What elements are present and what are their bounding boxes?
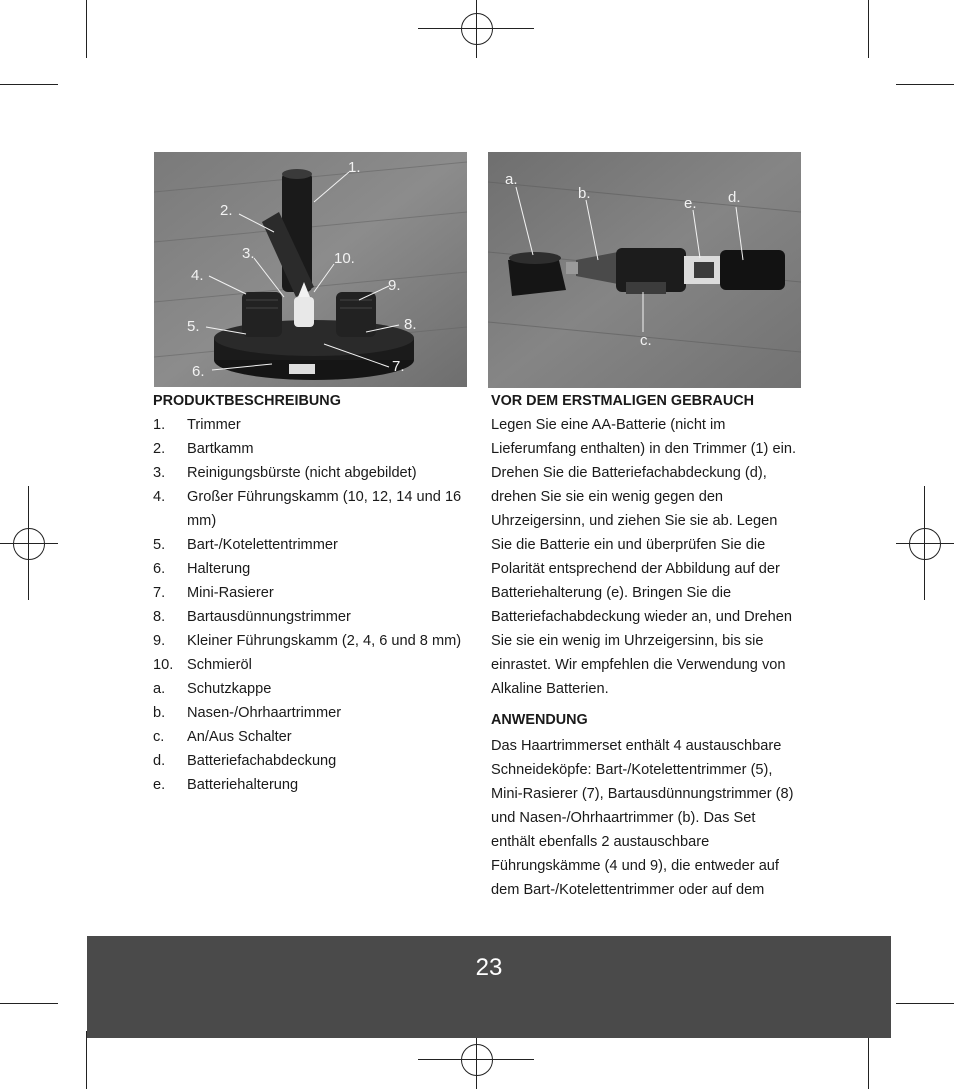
list-item [153,653,463,677]
list-item [153,773,463,797]
photo-label: 10. [334,250,355,267]
list-item [153,557,463,581]
item-number: 8. [153,609,166,625]
item-text: Trimmer [187,417,241,433]
item-number: 4. [153,489,166,505]
item-text: Reinigungsbürste (nicht abgebildet) [187,465,417,481]
page-number: 23 [475,954,503,981]
instructions-section [491,389,801,902]
crop-mark [868,0,869,58]
photo-label: 9. [388,277,401,294]
photo-label: b. [578,185,591,202]
product-photo-parts [488,152,801,388]
item-text: Batteriefachabdeckung [187,753,337,769]
item-number: 7. [153,585,166,601]
item-number: 2. [153,441,166,457]
parts-list [153,413,463,797]
list-item [153,701,463,725]
item-text: Großer Führungskamm (10, 12, 14 und 16 mm) [187,489,462,529]
photo-label: d. [728,189,741,206]
photo-label: 2. [220,202,233,219]
item-number: 9. [153,633,166,649]
photo-label: 7. [392,358,405,375]
list-item [153,437,463,461]
item-number: b. [153,705,166,721]
crop-mark [0,84,58,85]
item-text: Nasen-/Ohrhaartrimmer [187,705,342,721]
item-text: Schutzkappe [187,681,272,697]
item-number: 3. [153,465,166,481]
section-heading: VOR DEM ERSTMALIGEN GEBRAUCH [491,393,755,409]
item-number: 1. [153,417,166,433]
photo-label: 4. [191,267,204,284]
item-number: c. [153,729,165,745]
item-number: e. [153,777,166,793]
list-item [153,605,463,629]
item-text: Schmieröl [187,657,252,673]
list-item [153,725,463,749]
product-photo-set [154,152,467,387]
list-item [153,533,463,557]
photo-label: 6. [192,363,205,380]
photo-label: c. [640,332,652,349]
item-text: Mini-Rasierer [187,585,274,601]
crop-mark [896,1003,954,1004]
list-item [153,581,463,605]
item-number: 10. [153,657,174,673]
item-text: Batteriehalterung [187,777,299,793]
photo-label: e. [684,195,697,212]
item-text: Bart-/Kotelettentrimmer [187,537,338,553]
photo-label: 5. [187,318,200,335]
crop-mark [86,0,87,58]
list-item [153,629,463,653]
list-item [153,749,463,773]
crop-mark [896,84,954,85]
list-item [153,677,463,701]
photo-label: 3. [242,245,255,262]
crop-mark [868,1031,869,1089]
item-text: Bartkamm [187,441,254,457]
list-item [153,413,463,437]
crop-mark [0,1003,58,1004]
section-heading: ANWENDUNG [491,712,588,728]
product-description-section [153,389,463,797]
crop-mark [86,1031,87,1089]
photo-label: 8. [404,316,417,333]
photo-label: 1. [348,159,361,176]
list-item [153,485,463,533]
list-item [153,461,463,485]
page-footer [87,936,891,1038]
item-text: Kleiner Führungskamm (2, 4, 6 und 8 mm) [187,633,462,649]
first-use-paragraph: Legen Sie eine AA-Batterie (nicht im Lieferumfang enthalten) in den Trimmer (1) ein. Drehen Sie die Batteriefachabdeckung (d), drehen Sie sie ein wenig gegen den Uhrzeigersinn, und ziehen Sie sie ab. Legen Sie die Batterie ein und überprüfen Sie die Polarität entsprechend der Abbildung auf der Batteriehalterung (e). Bringen Sie die Batteriefachabdeckung wieder an, und Drehen Sie sie ein wenig im Uhrzeigersinn, bis sie einrastet. Wir empfehlen die Verwendung von Alkaline Batterien. [491,417,796,697]
item-text: Bartausdünnungstrimmer [187,609,351,625]
photo-label: a. [505,171,518,188]
usage-paragraph: Das Haartrimmerset enthält 4 austauschbare Schneideköpfe: Bart-/Kotelettentrimmer (5), Mini-Rasierer (7), Bartausdünnungstrimmer (8) und Nasen-/Ohrhaartrimmer (b). Das Set enthält ebenfalls 2 austauschbare Führungskämme (4 und 9), die entweder auf dem Bart-/Kotelettentrimmer oder auf dem [491,738,794,898]
item-number: 5. [153,537,166,553]
item-number: 6. [153,561,166,577]
section-heading: PRODUKTBESCHREIBUNG [153,393,341,409]
item-number: a. [153,681,166,697]
item-text: An/Aus Schalter [187,729,292,745]
item-number: d. [153,753,166,769]
item-text: Halterung [187,561,251,577]
